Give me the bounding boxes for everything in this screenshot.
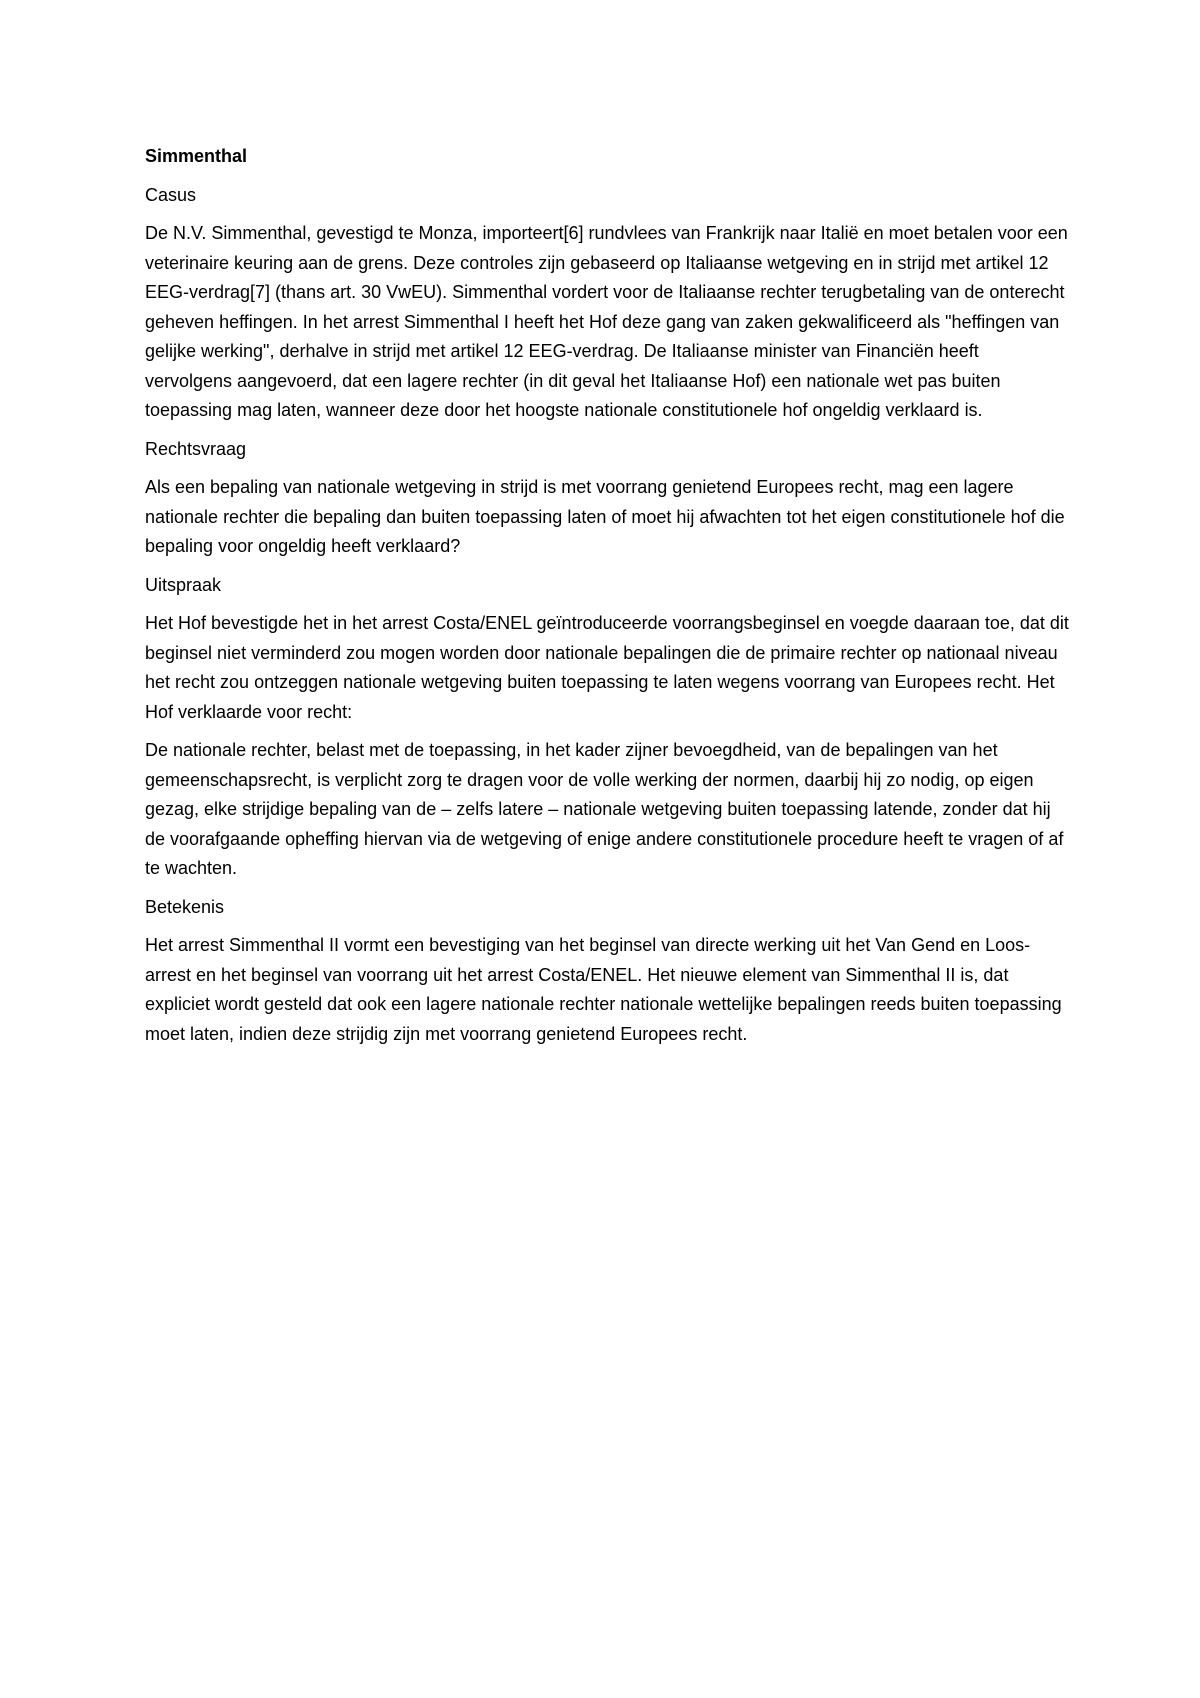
paragraph-uitspraak-2: De nationale rechter, belast met de toepassing, in het kader zijner bevoegdheid, van de bepalingen van het gemeenschapsrecht, is verplicht zorg te dragen voor de volle werking der normen, daarbij hij zo nodig, op eigen gezag, elke strijdige bepaling van de – zelfs latere – nationale wetgeving buiten toepassing latende, zonder dat hij de voorafgaande opheffing hiervan via de wetgeving of enige andere constitutionele procedure heeft te vragen of af te wachten.	[145, 740, 1064, 878]
document-body	[145, 142, 1070, 1058]
document-title: Simmenthal	[145, 146, 248, 166]
paragraph-rechtsvraag: Als een bepaling van nationale wetgeving in strijd is met voorrang genietend Europees recht, mag een lagere nationale rechter die bepaling dan buiten toepassing laten of moet hij afwachten tot het eigen constitutionele hof die bepaling voor ongeldig heeft verklaard?	[145, 477, 1065, 556]
paragraph-betekenis: Het arrest Simmenthal II vormt een bevestiging van het beginsel van directe werking uit het Van Gend en Loos-arrest en het beginsel van voorrang uit het arrest Costa/ENEL. Het nieuwe element van Simmenthal II is, dat expliciet wordt gesteld dat ook een lagere nationale rechter nationale wettelijke bepalingen reeds buiten toepassing moet laten, indien deze strijdig zijn met voorrang genietend Europees recht.	[145, 935, 1062, 1044]
section-heading-rechtsvraag: Rechtsvraag	[145, 438, 247, 459]
paragraph-uitspraak-1: Het Hof bevestigde het in het arrest Costa/ENEL geïntroduceerde voorrangsbeginsel en voegde daaraan toe, dat dit beginsel niet verminderd zou mogen worden door nationale bepalingen die de primaire rechter op nationaal niveau het recht zou ontzeggen nationale wetgeving buiten toepassing te laten wegens voorrang van Europees recht. Het Hof verklaarde voor recht:	[145, 613, 1069, 722]
paragraph-casus: De N.V. Simmenthal, gevestigd te Monza, importeert[6] rundvlees van Frankrijk naar Italië en moet betalen voor een veterinaire keuring aan de grens. Deze controles zijn gebaseerd op Italiaanse wetgeving en in strijd met artikel 12 EEG-verdrag[7] (thans art. 30 VwEU). Simmenthal vordert voor de Italiaanse rechter terugbetaling van de onterecht geheven heffingen. In het arrest Simmenthal I heeft het Hof deze gang van zaken gekwalificeerd als "heffingen van gelijke werking", derhalve in strijd met artikel 12 EEG-verdrag. De Italiaanse minister van Financiën heeft vervolgens aangevoerd, dat een lagere rechter (in dit geval het Italiaanse Hof) een nationale wet pas buiten toepassing mag laten, wanneer deze door het hoogste nationale constitutionele hof ongeldig verklaard is.	[145, 223, 1068, 420]
section-heading-casus: Casus	[145, 184, 197, 205]
section-heading-uitspraak: Uitspraak	[145, 574, 222, 595]
section-heading-betekenis: Betekenis	[145, 896, 225, 917]
